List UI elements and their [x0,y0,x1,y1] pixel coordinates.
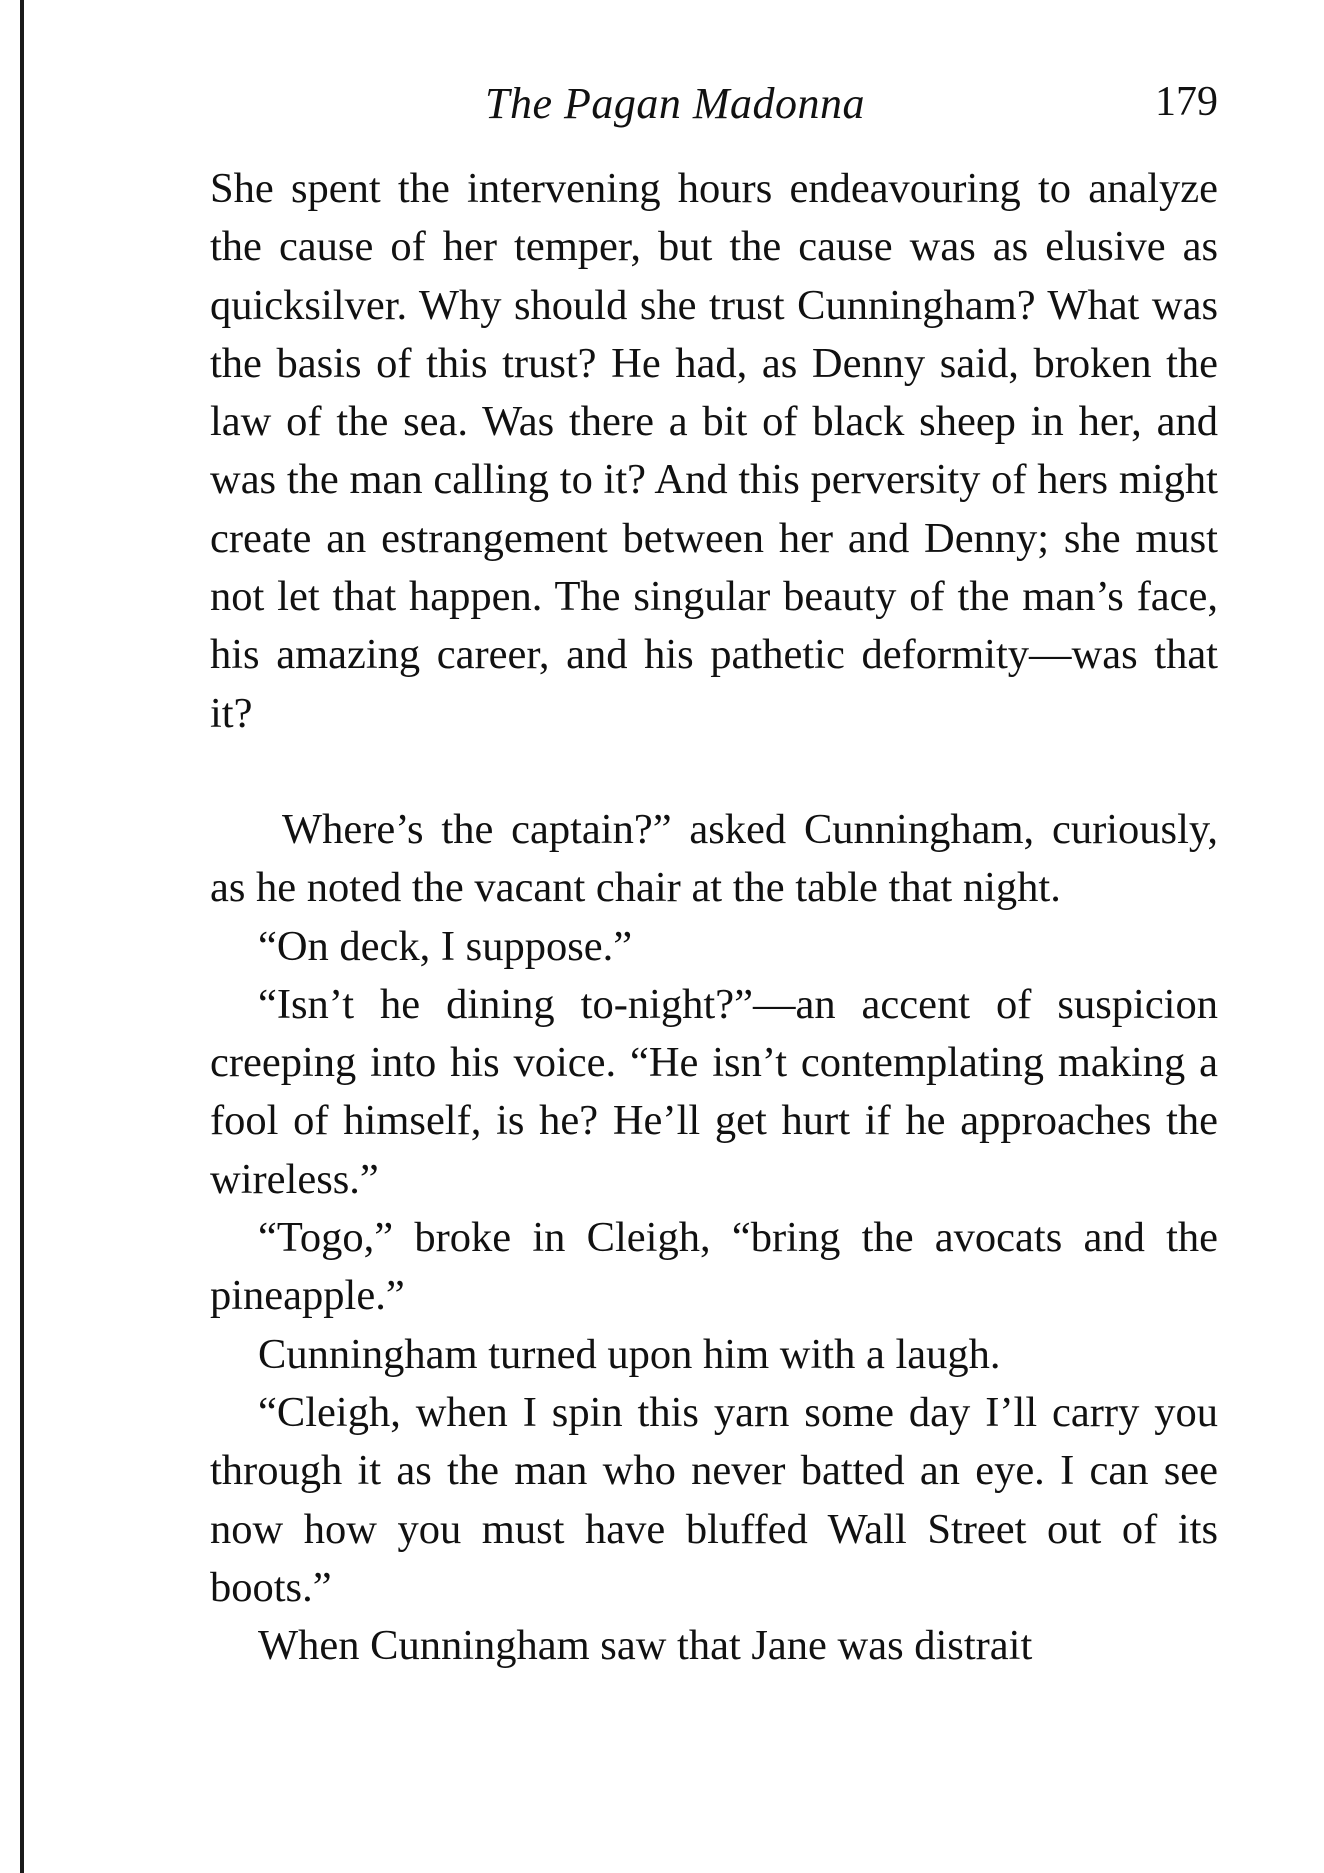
binding-edge [20,0,24,1873]
section-break [210,743,1218,801]
page-number: 179 [1155,79,1218,125]
paragraph-7: “Cleigh, when I spin this yarn some day I’ll carry you through it as the man who never batted an eye. I can see now how you must have bluffed Wall Street out of its boots.” [210,1388,1218,1611]
paragraph-3: “On deck, I suppose.” [258,922,633,970]
running-header [210,78,1218,138]
paragraph-4: “Isn’t he dining to-night?”—an accent of suspicion creeping into his voice. “He isn’t contemplating making a fool of himself, is he? He’ll get hurt if he approaches the wireless.” [210,980,1218,1203]
paragraph-2: Where’s the captain?” asked Cunningham, curiously, as he noted the vacant chair at the table that night. [210,805,1218,912]
body-text [210,160,1218,1675]
paragraph-1: She spent the intervening hours endeavouring to analyze the cause of her temper, but the cause was as elusive as quicksilver. Why should she trust Cunningham? What was the basis of this trust? He had, as Denny said, broken the law of the sea. Was there a bit of black sheep in her, and was the man calling to it? And this perversity of hers might create an estrangement between her and Denny; she must not let that happen. The singular beauty of the man’s face, his amazing career, and his pathetic deformity—was that it? [210,165,1218,737]
paragraph-6: Cunningham turned upon him with a laugh. [258,1330,1001,1378]
running-title: The Pagan Madonna [485,79,866,128]
paragraph-5: “Togo,” broke in Cleigh, “bring the avocats and the pineapple.” [210,1214,1218,1320]
paragraph-8: When Cunningham saw that Jane was distrait [258,1622,1033,1670]
